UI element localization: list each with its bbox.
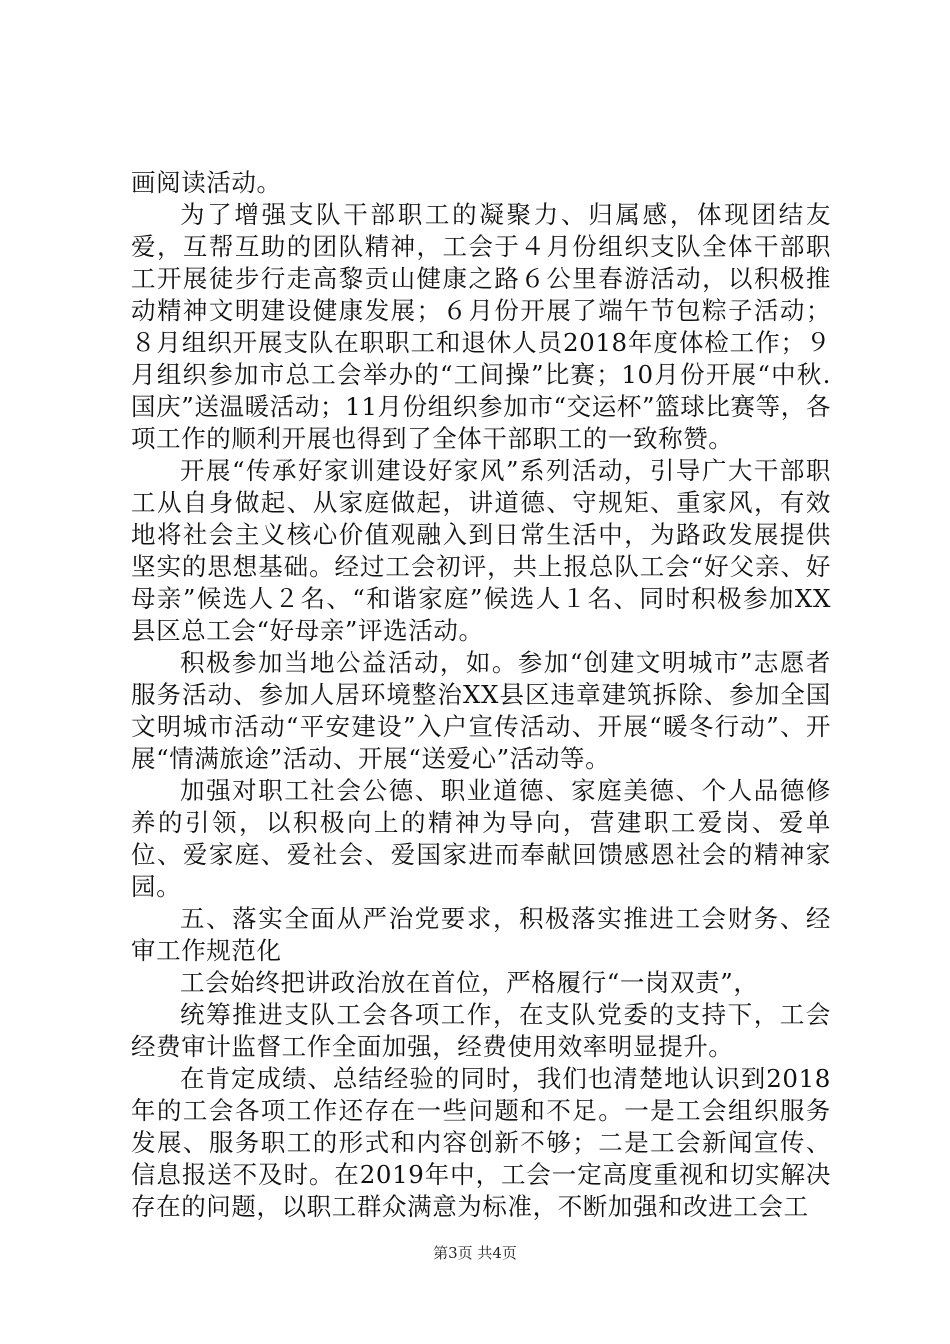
paragraph: 画阅读活动。 <box>131 168 282 197</box>
paragraph: 工会始终把讲政治放在首位，严格履行“一岗双责”， <box>180 968 759 997</box>
paragraph: 积极参加当地公益活动，如。参加“创建文明城市”志愿者服务活动、参加人居环境整治XX县区违章建筑拆除、参加全国文明城市活动“平安建设”入户宣传活动、开展“暖冬行动”、开展“情满旅途”活动、开展“送爱心”活动等。 <box>131 648 831 773</box>
paragraph: 在肯定成绩、总结经验的同时，我们也清楚地认识到2018年的工会各项工作还存在一些问题和不足。一是工会组织服务发展、服务职工的形式和内容创新不够；二是工会新闻宣传、信息报送不及时。在2019年中，工会一定高度重视和切实解决存在的问题，以职工群众满意为标准，不断加强和改进工会工 <box>131 1064 831 1221</box>
section-heading: 五、落实全面从严治党要求，积极落实推进工会财务、经审工作规范化 <box>131 904 831 965</box>
paragraph: 统筹推进支队工会各项工作，在支队党委的支持下，工会经费审计监督工作全面加强，经费使用效率明显提升。 <box>131 1000 831 1061</box>
paragraph: 加强对职工社会公德、职业道德、家庭美德、个人品德修养的引领，以积极向上的精神为导向，营建职工爱岗、爱单位、爱家庭、爱社会、爱国家进而奉献回馈感恩社会的精神家园。 <box>131 776 831 901</box>
paragraph: 为了增强支队干部职工的凝聚力、归属感，体现团结友爱，互帮互助的团队精神，工会于４月份组织支队全体干部职工开展徒步行走高黎贡山健康之路６公里春游活动，以积极推动精神文明建设健康发展；６月份开展了端午节包粽子活动；８月组织开展支队在职职工和退休人员2018年度体检工作；９月组织参加市总工会举办的“工间操”比赛；10月份开展“中秋.国庆”送温暖活动；11月份组织参加市“交运杯”篮球比赛等，各项工作的顺利开展也得到了全体干部职工的一致称赞。 <box>131 200 831 453</box>
page-number-footer: 第3页 共4页 <box>433 1244 517 1262</box>
document-body <box>131 167 831 1223</box>
paragraph: 开展“传承好家训建设好家风”系列活动，引导广大干部职工从自身做起、从家庭做起，讲道德、守规矩、重家风，有效地将社会主义核心价值观融入到日常生活中，为路政发展提供坚实的思想基础。经过工会初评，共上报总队工会“好父亲、好母亲”候选人２名、“和谐家庭”候选人１名、同时积极参加XX县区总工会“好母亲”评选活动。 <box>131 456 831 645</box>
